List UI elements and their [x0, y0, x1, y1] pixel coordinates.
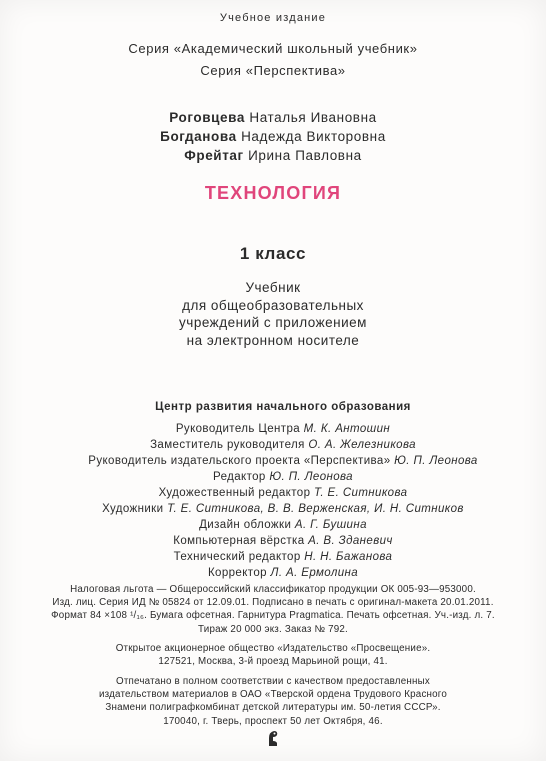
credit-role: Заместитель руководителя: [150, 439, 305, 451]
description-line: для общеобразовательных: [182, 297, 364, 313]
author-3-name: Ирина Павловна: [248, 148, 362, 163]
grade-label: 1 класс: [239, 244, 307, 263]
credit-role: Руководитель Центра: [175, 423, 301, 435]
credit-person: Ю. П. Леонова: [394, 455, 478, 467]
credit-line: [10, 565, 546, 581]
edition-label: Учебное издание: [219, 12, 327, 24]
credit-role: Художники: [102, 503, 164, 515]
authors-block: [0, 108, 546, 165]
publisher-info: [0, 642, 546, 668]
description-line: учреждений с приложением: [179, 315, 367, 330]
imprint-line: Изд. лиц. Серия ИД № 05824 от 12.09.01. Подписано в печать с оригинал-макета 20.01.2011.: [52, 597, 494, 609]
author-3-surname: Фрейтаг: [184, 148, 244, 163]
author-2: [0, 127, 546, 146]
publisher-line: Открытое акционерное общество «Издательство «Просвещение».: [115, 643, 431, 654]
description-line: Учебник: [245, 280, 301, 295]
credit-person: Т. Е. Ситникова: [313, 487, 408, 499]
imprint-details: [0, 583, 546, 636]
credit-role: Редактор: [213, 471, 266, 483]
credit-role: Дизайн обложки: [199, 519, 292, 531]
credit-role: Компьютерная вёрстка: [173, 535, 305, 547]
credit-role: Технический редактор: [173, 551, 301, 563]
credit-line: [10, 517, 546, 533]
credit-line: [10, 549, 546, 565]
series-perspektiva: Серия «Перспектива»: [200, 63, 346, 78]
author-1: [0, 108, 546, 127]
imprint-line: Налоговая льгота — Общероссийский классификатор продукции ОК 005-93—953000.: [70, 584, 476, 595]
credit-person: А. В. Зданевич: [308, 535, 393, 547]
credit-person: О. А. Железникова: [308, 439, 416, 451]
credit-person: А. Г. Бушина: [294, 519, 367, 531]
publisher-line: 127521, Москва, 3-й проезд Марьиной рощи, 41.: [158, 656, 388, 668]
credit-line: [10, 421, 546, 437]
author-3: [0, 146, 546, 165]
center-title: Центр развития начального образования: [155, 401, 411, 413]
description-line: на электронном носителе: [186, 332, 360, 348]
printing-line: Отпечатано в полном соответствии с качеством предоставленных: [116, 676, 430, 687]
credit-person: Н. Н. Бажанова: [304, 551, 393, 563]
credit-person: М. К. Антошин: [303, 423, 391, 435]
printing-line: издательством материалов в ОАО «Тверской ордена Трудового Красного: [98, 689, 448, 701]
credit-role: Корректор: [207, 567, 267, 579]
credit-line: [10, 485, 546, 501]
author-2-surname: Богданова: [160, 129, 237, 144]
credit-line: [10, 533, 546, 549]
printing-line: 170040, г. Тверь, проспект 50 лет Октября, 46.: [163, 715, 383, 727]
subject-title: ТЕХНОЛОГИЯ: [204, 183, 342, 203]
credit-person: Л. А. Ермолина: [270, 567, 359, 579]
credit-role: Художественный редактор: [158, 487, 311, 499]
series-academic: Серия «Академический школьный учебник»: [128, 41, 418, 56]
credit-line: [10, 501, 546, 517]
credit-person: Т. Е. Ситникова, В. В. Верженская, И. Н. Ситников: [167, 503, 464, 515]
credit-line: [10, 469, 546, 485]
author-2-name: Надежда Викторовна: [241, 129, 386, 144]
printing-line: Знамени полиграфкомбинат детской литературы им. 50-летия СССР».: [105, 702, 441, 714]
printer-logo-icon: [265, 728, 281, 748]
credit-line: [10, 437, 546, 453]
credit-role: Руководитель издательского проекта «Перспектива»: [88, 455, 391, 467]
imprint-line: Тираж 20 000 экз. Заказ № 792.: [198, 623, 348, 635]
book-description: [0, 279, 546, 349]
imprint-line: Формат 84 ×108 ¹/₁₆. Бумага офсетная. Гарнитура Pragmatica. Печать офсетная. Уч.-изд. л. 7.: [51, 610, 495, 622]
credits-list: [10, 421, 546, 581]
printing-info: [0, 675, 546, 728]
author-1-surname: Роговцева: [169, 110, 245, 125]
credit-line: [10, 453, 546, 469]
author-1-name: Наталья Ивановна: [249, 110, 377, 125]
credit-person: Ю. П. Леонова: [269, 471, 353, 483]
